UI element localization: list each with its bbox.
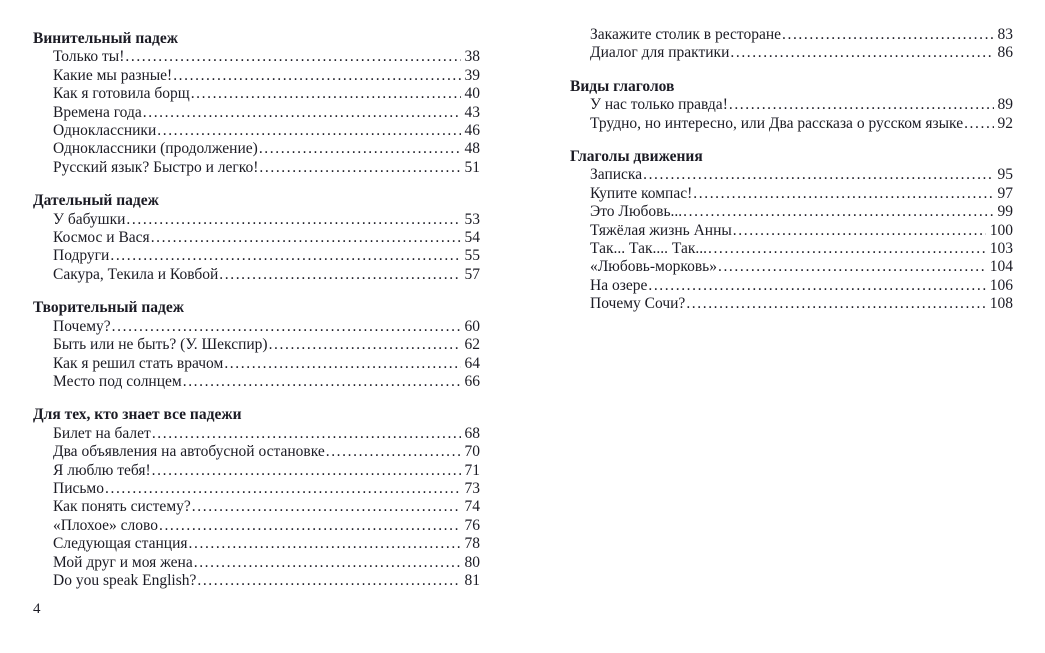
dot-leader	[259, 159, 460, 177]
toc-entry-page: 62	[464, 336, 480, 354]
toc-entry	[53, 517, 480, 535]
toc-entry-list	[33, 318, 480, 392]
toc-entry	[53, 140, 480, 158]
dot-leader	[729, 96, 994, 114]
page-number: 4	[33, 601, 41, 617]
toc-entry	[53, 355, 480, 373]
toc-entry	[53, 443, 480, 461]
toc-entry	[53, 67, 480, 85]
dot-leader	[648, 277, 985, 295]
toc-entry	[53, 318, 480, 336]
toc-entry-title: Я люблю тебя!	[53, 461, 151, 479]
toc-entry-title: Мой друг и моя жена	[53, 553, 193, 571]
dot-leader	[693, 185, 993, 203]
toc-entry-title: Времена года	[53, 103, 142, 121]
toc-entry-page: 73	[464, 479, 480, 497]
toc-entry-title: Подруги	[53, 247, 110, 265]
toc-entry	[53, 554, 480, 572]
toc-entry-page: 86	[997, 44, 1013, 62]
dot-leader	[159, 517, 461, 535]
toc-entry-title: «Любовь-морковь»	[590, 258, 717, 276]
toc-entry-page: 68	[464, 424, 480, 442]
toc-entry-page: 71	[464, 461, 480, 479]
toc-entry-page: 106	[989, 276, 1013, 294]
dot-leader	[782, 26, 994, 44]
toc-entry-title: Do you speak English?	[53, 571, 197, 589]
toc-entry-page: 80	[464, 553, 480, 571]
toc-entry	[53, 498, 480, 516]
dot-leader	[197, 572, 460, 590]
dot-leader	[708, 240, 986, 258]
toc-section-header: Виды глаголов	[570, 77, 675, 95]
toc-section-header: Глаголы движения	[570, 148, 703, 166]
dot-leader	[183, 373, 461, 391]
toc-entry	[53, 266, 480, 284]
toc-entry	[590, 258, 1013, 276]
toc-entry-title: Сакура, Текила и Ковбой	[53, 265, 219, 283]
toc-entry	[590, 277, 1013, 295]
toc-entry-page: 108	[989, 295, 1013, 313]
toc-entry	[53, 480, 480, 498]
toc-entry-title: На озере	[590, 276, 648, 294]
dot-leader	[730, 44, 993, 62]
toc-entry-page: 81	[464, 571, 480, 589]
toc-entry-title: Русский язык? Быстро и легко!	[53, 158, 259, 176]
toc-entry	[590, 115, 1013, 133]
toc-entry	[53, 229, 480, 247]
toc-entry-title: Записка	[590, 166, 643, 184]
toc-entry-list	[570, 26, 1013, 63]
toc-section	[33, 299, 480, 391]
toc-column-right	[570, 26, 1013, 329]
toc-entry	[53, 425, 480, 443]
toc-entry-title: Так... Так.... Так...	[590, 240, 707, 258]
dot-leader	[151, 229, 461, 247]
toc-entry-page: 55	[464, 247, 480, 265]
dot-leader	[192, 498, 461, 516]
toc-entry-title: Одноклассники (продолжение)	[53, 140, 258, 158]
toc-section	[33, 192, 480, 284]
toc-entry-page: 51	[464, 158, 480, 176]
toc-entry-title: Как я готовила борщ	[53, 85, 190, 103]
toc-section-header: Дательный падеж	[33, 192, 159, 210]
toc-entry-page: 46	[464, 122, 480, 140]
dot-leader	[152, 425, 461, 443]
dot-leader	[683, 203, 993, 221]
dot-leader	[152, 462, 461, 480]
toc-entry	[53, 159, 480, 177]
toc-entry-list	[33, 48, 480, 177]
toc-column-left	[33, 30, 480, 605]
dot-leader	[686, 295, 985, 313]
toc-entry-page: 70	[464, 443, 480, 461]
toc-entry-page: 43	[464, 103, 480, 121]
dot-leader	[143, 104, 461, 122]
toc-entry-title: Быть или не быть? (У. Шекспир)	[53, 336, 268, 354]
toc-entry	[53, 104, 480, 122]
dot-leader	[191, 85, 461, 103]
toc-entry-list	[33, 211, 480, 285]
toc-section	[33, 406, 480, 590]
toc-entry-title: Только ты!	[53, 48, 125, 66]
dot-leader	[157, 122, 460, 140]
toc-entry	[590, 44, 1013, 62]
toc-entry	[590, 166, 1013, 184]
toc-entry-title: Как я решил стать врачом	[53, 354, 224, 372]
toc-entry-page: 39	[464, 66, 480, 84]
toc-entry-title: Почему?	[53, 317, 111, 335]
toc-entry	[53, 85, 480, 103]
toc-entry-title: Письмо	[53, 479, 104, 497]
toc-entry-title: Диалог для практики	[590, 44, 730, 62]
toc-entry-title: Почему Сочи?	[590, 295, 686, 313]
toc-entry-page: 100	[989, 221, 1013, 239]
dot-leader	[643, 166, 993, 184]
dot-leader	[733, 222, 986, 240]
toc-section-header: Винительный падеж	[33, 30, 178, 47]
toc-entry	[53, 572, 480, 590]
toc-entry-title: Место под солнцем	[53, 372, 182, 390]
dot-leader	[964, 115, 993, 133]
dot-leader	[125, 48, 460, 66]
toc-section	[570, 26, 1013, 63]
toc-section	[570, 78, 1013, 133]
toc-entry-title: Тяжёлая жизнь Анны	[590, 221, 732, 239]
toc-entry-title: У нас только правда!	[590, 96, 728, 114]
toc-entry	[53, 247, 480, 265]
toc-entry-page: 74	[464, 498, 480, 516]
toc-entry-page: 89	[997, 96, 1013, 114]
toc-entry-title: Следующая станция	[53, 535, 188, 553]
toc-entry-page: 38	[464, 48, 480, 66]
dot-leader	[194, 554, 461, 572]
toc-entry	[590, 222, 1013, 240]
toc-entry-list	[33, 425, 480, 591]
toc-entry-title: У бабушки	[53, 210, 126, 228]
toc-entry	[590, 240, 1013, 258]
toc-entry	[53, 48, 480, 66]
toc-entry-page: 57	[464, 265, 480, 283]
toc-entry	[590, 203, 1013, 221]
toc-entry-page: 99	[997, 203, 1013, 221]
toc-entry	[590, 96, 1013, 114]
toc-entry-page: 97	[997, 184, 1013, 202]
toc-entry	[590, 295, 1013, 313]
toc-entry-page: 78	[464, 535, 480, 553]
toc-entry-title: Билет на балет	[53, 424, 151, 442]
dot-leader	[269, 336, 461, 354]
toc-entry-page: 104	[989, 258, 1013, 276]
toc-entry-page: 54	[464, 229, 480, 247]
toc-entry	[53, 535, 480, 553]
toc-entry-title: Как понять систему?	[53, 498, 191, 516]
toc-entry-title: Трудно, но интересно, или Два рассказа о русском языке	[590, 114, 964, 132]
toc-entry-page: 48	[464, 140, 480, 158]
toc-entry-title: Два объявления на автобусной остановке	[53, 443, 325, 461]
dot-leader	[718, 258, 986, 276]
dot-leader	[126, 211, 460, 229]
toc-section	[33, 30, 480, 177]
toc-entry-title: Какие мы разные!	[53, 66, 173, 84]
toc-section-header: Творительный падеж	[33, 299, 184, 317]
toc-entry-page: 66	[464, 372, 480, 390]
toc-entry-list	[570, 166, 1013, 313]
toc-entry	[53, 373, 480, 391]
toc-entry-page: 53	[464, 210, 480, 228]
toc-entry	[53, 211, 480, 229]
dot-leader	[112, 318, 461, 336]
dot-leader	[219, 266, 460, 284]
toc-entry	[53, 336, 480, 354]
dot-leader	[259, 140, 461, 158]
toc-section	[570, 148, 1013, 314]
dot-leader	[326, 443, 461, 461]
toc-section-header: Для тех, кто знает все падежи	[33, 406, 242, 424]
toc-entry-title: Космос и Вася	[53, 229, 150, 247]
toc-entry-page: 64	[464, 354, 480, 372]
dot-leader	[105, 480, 461, 498]
toc-entry-list	[570, 96, 1013, 133]
toc-entry	[590, 185, 1013, 203]
toc-entry-page: 40	[464, 85, 480, 103]
toc-entry	[53, 462, 480, 480]
toc-entry-page: 95	[997, 166, 1013, 184]
toc-entry-page: 83	[997, 26, 1013, 43]
toc-entry-title: «Плохое» слово	[53, 516, 158, 534]
toc-entry-title: Одноклассники	[53, 122, 157, 140]
toc-entry-page: 76	[464, 516, 480, 534]
dot-leader	[224, 355, 460, 373]
dot-leader	[110, 247, 460, 265]
toc-entry-title: Это Любовь...	[590, 203, 683, 221]
toc-entry-title: Купите компас!	[590, 184, 693, 202]
toc-entry-page: 60	[464, 317, 480, 335]
toc-entry-page: 92	[997, 114, 1013, 132]
dot-leader	[189, 535, 461, 553]
toc-entry	[53, 122, 480, 140]
toc-entry-page: 103	[989, 240, 1013, 258]
toc-entry-title: Закажите столик в ресторане	[590, 26, 781, 43]
toc-entry	[590, 26, 1013, 44]
dot-leader	[173, 67, 460, 85]
